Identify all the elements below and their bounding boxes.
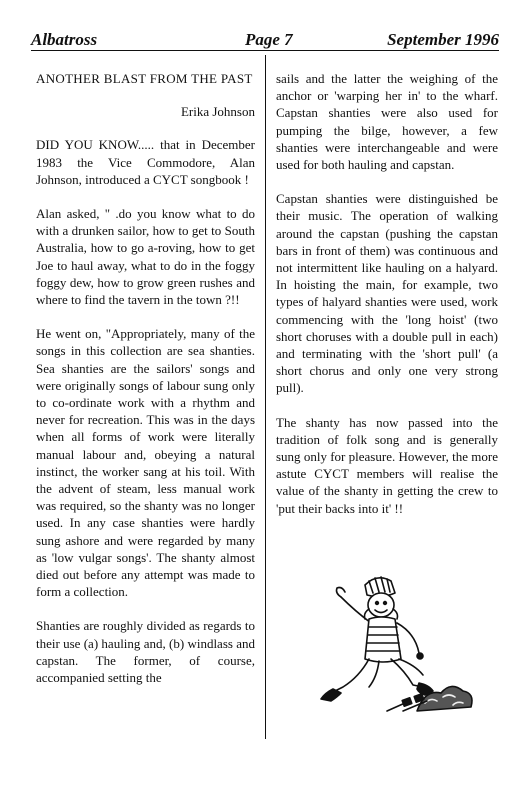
page-number: Page 7 xyxy=(245,30,293,49)
header-rule xyxy=(31,50,499,51)
paragraph: Alan asked, " .do you know what to do with a drunken sailor, how to get to South Australia, how to go a-roving, how to get Joe to haul away, what to do in the foggy foggy dew, how to grow green rushes and where to find the tavern in the town ?!! xyxy=(36,206,255,308)
article-author: Erika Johnson xyxy=(180,104,255,120)
publication-name: Albatross xyxy=(31,30,98,49)
right-column xyxy=(276,70,498,534)
paragraph: The shanty has now passed into the tradition of folk song and is generally sung only for pleasure. However, the more astute CYCT members will realise the value of the shanty in getting the crew to 'put their backs into it' !! xyxy=(276,414,498,516)
issue-date: September 1996 xyxy=(387,30,499,49)
left-column xyxy=(36,70,255,703)
paragraph: DID YOU KNOW..... that in December 1983 the Vice Commodore, Alan Johnson, introduced a CYCT songbook ! xyxy=(36,137,255,187)
column-divider xyxy=(265,55,266,739)
dancing-sailor-icon xyxy=(307,571,483,721)
paragraph: Capstan shanties were distinguished be their music. The operation of walking around the capstan (pushing the capstan bars in front of them) was continuous and not intermittent like hauling on a halyard. In hoisting the main, for example, two types of halyard shanties were used, work commencing with the 'long hoist' (two short choruses with a double pull in each) and terminating with the 'short pull' (a short chorus and only one very strong pull). xyxy=(276,191,498,396)
paragraph: sails and the latter the weighing of the anchor or 'warping her in' to the wharf. Capstan shanties were also used for pumping the bilge, however, a few shanties were interchangeable and were used for both hauling and capstan. xyxy=(276,71,498,173)
article-title: ANOTHER BLAST FROM THE PAST xyxy=(36,71,253,86)
paragraph: He went on, "Appropriately, many of the songs in this collection are sea shanties. Sea shanties are the sailors' songs and were originally songs of labour sung only to co-ordinate work with a rhythm and never for recreation. This was in the days when all forms of work were literally manual labour and, obeying a natural instinct, the worker sang at his toil. With the advent of steam, less manual work was required, so the shanty was no longer used. In any case shanties were hardly sung ashore and were regarded by many as 'low vulgar songs'. The shanty almost died out before any attempt was made to form a collection. xyxy=(36,326,255,600)
page-header xyxy=(31,30,499,52)
paragraph: Shanties are roughly divided as regards to their use (a) hauling and, (b) windlass and capstan. The former, of course, accompanied setting the xyxy=(36,618,255,686)
